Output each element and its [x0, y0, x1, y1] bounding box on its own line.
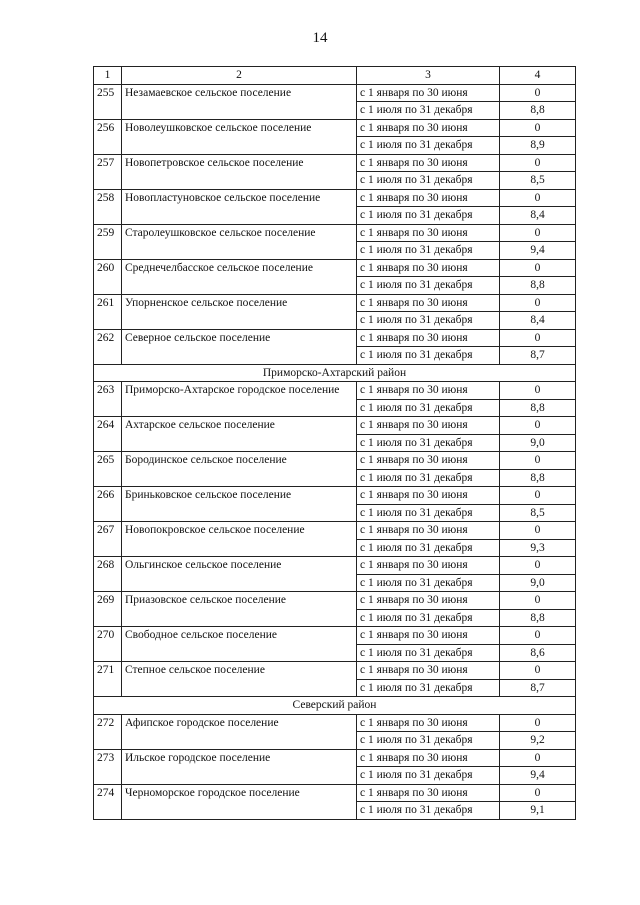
settlement-name: Среднечелбасское сельское поселение: [122, 259, 357, 294]
row-number: 266: [94, 487, 122, 522]
table-row: [94, 714, 576, 732]
row-number: 273: [94, 749, 122, 784]
table-row: [94, 487, 576, 505]
row-number: 258: [94, 189, 122, 224]
page-number: 14: [312, 30, 328, 46]
settlement-name: Незамаевское сельское поселение: [122, 84, 357, 119]
row-number: 272: [94, 714, 122, 749]
row-number: 261: [94, 294, 122, 329]
settlement-name: Ольгинское сельское поселение: [122, 557, 357, 592]
table-row: [94, 154, 576, 172]
period-second-half: с 1 июля по 31 декабря: [357, 504, 500, 522]
period-second-half: с 1 июля по 31 декабря: [357, 434, 500, 452]
table-row: [94, 452, 576, 470]
value-second-half: 9,0: [500, 574, 576, 592]
value-first-half: 0: [500, 522, 576, 540]
period-second-half: с 1 июля по 31 декабря: [357, 277, 500, 295]
period-second-half: с 1 июля по 31 декабря: [357, 469, 500, 487]
settlement-name: Северное сельское поселение: [122, 329, 357, 364]
table-row: [94, 417, 576, 435]
value-first-half: 0: [500, 784, 576, 802]
settlement-name: Бриньковское сельское поселение: [122, 487, 357, 522]
table-row: [94, 627, 576, 645]
header-cell: 4: [500, 67, 576, 85]
table-row: [94, 749, 576, 767]
table-row: [94, 592, 576, 610]
value-second-half: 9,1: [500, 802, 576, 820]
table-row: [94, 382, 576, 400]
header-cell: 3: [357, 67, 500, 85]
value-first-half: 0: [500, 627, 576, 645]
value-first-half: 0: [500, 714, 576, 732]
period-first-half: с 1 января по 30 июня: [357, 522, 500, 540]
period-first-half: с 1 января по 30 июня: [357, 189, 500, 207]
value-first-half: 0: [500, 294, 576, 312]
value-second-half: 8,8: [500, 277, 576, 295]
row-number: 263: [94, 382, 122, 417]
period-second-half: с 1 июля по 31 декабря: [357, 609, 500, 627]
value-first-half: 0: [500, 189, 576, 207]
value-first-half: 0: [500, 259, 576, 277]
value-second-half: 8,8: [500, 399, 576, 417]
period-first-half: с 1 января по 30 июня: [357, 627, 500, 645]
period-first-half: с 1 января по 30 июня: [357, 662, 500, 680]
table-row: [94, 662, 576, 680]
period-second-half: с 1 июля по 31 декабря: [357, 242, 500, 260]
table-row: [94, 224, 576, 242]
table-row: [94, 189, 576, 207]
value-first-half: 0: [500, 224, 576, 242]
table-row: [94, 119, 576, 137]
value-second-half: 9,0: [500, 434, 576, 452]
period-first-half: с 1 января по 30 июня: [357, 329, 500, 347]
period-first-half: с 1 января по 30 июня: [357, 154, 500, 172]
row-number: 259: [94, 224, 122, 259]
period-second-half: с 1 июля по 31 декабря: [357, 539, 500, 557]
value-second-half: 9,4: [500, 242, 576, 260]
value-first-half: 0: [500, 487, 576, 505]
value-second-half: 8,9: [500, 137, 576, 155]
period-second-half: с 1 июля по 31 декабря: [357, 679, 500, 697]
period-second-half: с 1 июля по 31 декабря: [357, 207, 500, 225]
region-row: [94, 364, 576, 382]
settlement-name: Новопокровское сельское поселение: [122, 522, 357, 557]
settlement-name: Афипское городское поселение: [122, 714, 357, 749]
value-second-half: 8,4: [500, 207, 576, 225]
row-number: 268: [94, 557, 122, 592]
value-second-half: 8,8: [500, 609, 576, 627]
row-number: 260: [94, 259, 122, 294]
period-first-half: с 1 января по 30 июня: [357, 749, 500, 767]
value-second-half: 8,6: [500, 644, 576, 662]
period-first-half: с 1 января по 30 июня: [357, 714, 500, 732]
region-title: Северский район: [94, 697, 576, 715]
settlement-name: Степное сельское поселение: [122, 662, 357, 697]
table-row: [94, 84, 576, 102]
settlement-name: Новолеушковское сельское поселение: [122, 119, 357, 154]
value-second-half: 8,5: [500, 504, 576, 522]
table-body: [94, 67, 576, 820]
period-second-half: с 1 июля по 31 декабря: [357, 644, 500, 662]
table-row: [94, 329, 576, 347]
period-first-half: с 1 января по 30 июня: [357, 487, 500, 505]
value-first-half: 0: [500, 154, 576, 172]
period-first-half: с 1 января по 30 июня: [357, 119, 500, 137]
period-first-half: с 1 января по 30 июня: [357, 294, 500, 312]
period-first-half: с 1 января по 30 июня: [357, 224, 500, 242]
value-second-half: 8,5: [500, 172, 576, 190]
period-second-half: с 1 июля по 31 декабря: [357, 172, 500, 190]
row-number: 255: [94, 84, 122, 119]
region-row: [94, 697, 576, 715]
value-first-half: 0: [500, 382, 576, 400]
value-second-half: 9,4: [500, 767, 576, 785]
header-row: [94, 67, 576, 85]
value-second-half: 8,7: [500, 347, 576, 365]
header-cell: 2: [122, 67, 357, 85]
value-first-half: 0: [500, 84, 576, 102]
value-second-half: 8,4: [500, 312, 576, 330]
period-second-half: с 1 июля по 31 декабря: [357, 312, 500, 330]
value-first-half: 0: [500, 119, 576, 137]
value-first-half: 0: [500, 749, 576, 767]
period-second-half: с 1 июля по 31 декабря: [357, 802, 500, 820]
period-first-half: с 1 января по 30 июня: [357, 557, 500, 575]
value-second-half: 9,3: [500, 539, 576, 557]
settlement-name: Новопластуновское сельское поселение: [122, 189, 357, 224]
value-second-half: 8,7: [500, 679, 576, 697]
row-number: 270: [94, 627, 122, 662]
settlement-name: Старолеушковское сельское поселение: [122, 224, 357, 259]
period-first-half: с 1 января по 30 июня: [357, 592, 500, 610]
row-number: 257: [94, 154, 122, 189]
period-second-half: с 1 июля по 31 декабря: [357, 574, 500, 592]
period-first-half: с 1 января по 30 июня: [357, 259, 500, 277]
settlement-name: Приморско-Ахтарское городское поселение: [122, 382, 357, 417]
period-second-half: с 1 июля по 31 декабря: [357, 399, 500, 417]
period-second-half: с 1 июля по 31 декабря: [357, 347, 500, 365]
value-first-half: 0: [500, 329, 576, 347]
settlement-name: Бородинское сельское поселение: [122, 452, 357, 487]
value-second-half: 8,8: [500, 102, 576, 120]
row-number: 262: [94, 329, 122, 364]
table-row: [94, 522, 576, 540]
period-second-half: с 1 июля по 31 декабря: [357, 732, 500, 750]
value-first-half: 0: [500, 417, 576, 435]
value-first-half: 0: [500, 662, 576, 680]
row-number: 265: [94, 452, 122, 487]
settlement-name: Ильское городское поселение: [122, 749, 357, 784]
value-first-half: 0: [500, 452, 576, 470]
period-first-half: с 1 января по 30 июня: [357, 784, 500, 802]
value-first-half: 0: [500, 592, 576, 610]
settlement-name: Приазовское сельское поселение: [122, 592, 357, 627]
table-row: [94, 557, 576, 575]
settlement-name: Новопетровское сельское поселение: [122, 154, 357, 189]
value-second-half: 9,2: [500, 732, 576, 750]
row-number: 256: [94, 119, 122, 154]
tariff-table: [93, 66, 576, 820]
table-row: [94, 259, 576, 277]
region-title: Приморско-Ахтарский район: [94, 364, 576, 382]
value-first-half: 0: [500, 557, 576, 575]
row-number: 267: [94, 522, 122, 557]
row-number: 264: [94, 417, 122, 452]
settlement-name: Черноморское городское поселение: [122, 784, 357, 819]
period-second-half: с 1 июля по 31 декабря: [357, 102, 500, 120]
table-row: [94, 294, 576, 312]
settlement-name: Упорненское сельское поселение: [122, 294, 357, 329]
period-first-half: с 1 января по 30 июня: [357, 452, 500, 470]
settlement-name: Ахтарское сельское поселение: [122, 417, 357, 452]
value-second-half: 8,8: [500, 469, 576, 487]
period-first-half: с 1 января по 30 июня: [357, 382, 500, 400]
period-first-half: с 1 января по 30 июня: [357, 84, 500, 102]
table-row: [94, 784, 576, 802]
row-number: 271: [94, 662, 122, 697]
header-cell: 1: [94, 67, 122, 85]
row-number: 269: [94, 592, 122, 627]
period-second-half: с 1 июля по 31 декабря: [357, 767, 500, 785]
settlement-name: Свободное сельское поселение: [122, 627, 357, 662]
period-first-half: с 1 января по 30 июня: [357, 417, 500, 435]
row-number: 274: [94, 784, 122, 819]
period-second-half: с 1 июля по 31 декабря: [357, 137, 500, 155]
